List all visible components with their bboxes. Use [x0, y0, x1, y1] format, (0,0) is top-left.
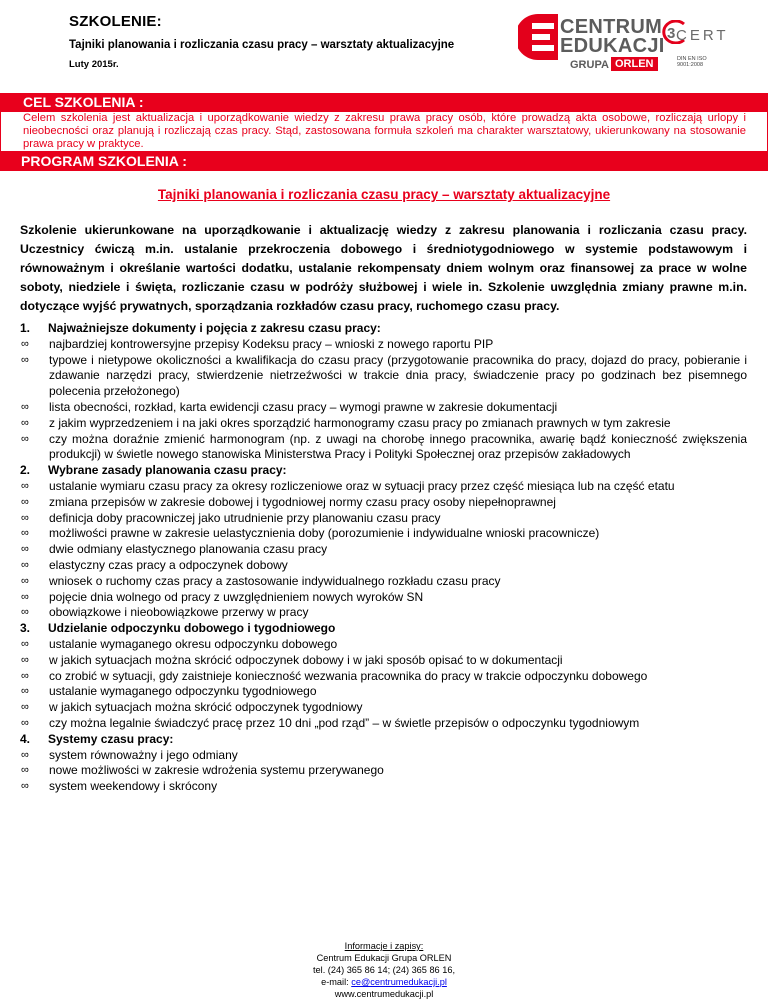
section-heading — [20, 321, 747, 337]
list-item — [20, 511, 747, 527]
infinity-bullet-icon: ∞ — [21, 337, 29, 350]
section-number: 1. — [20, 321, 31, 335]
cel-heading-band — [0, 93, 768, 112]
list-item-text: nowe możliwości w zakresie wdrożenia systemu przerywanego — [49, 763, 384, 778]
list-item-text: z jakim wyprzedzeniem i na jaki okres sporządzić harmonogramy czasu pracy po zmianach prawnych w tym zakresie — [49, 415, 671, 430]
logo-orlen: ORLEN — [611, 57, 658, 71]
cert-iso-label: DIN EN ISO 9001:2008 — [677, 56, 707, 68]
infinity-bullet-icon: ∞ — [21, 748, 29, 761]
list-item-text: zmiana przepisów w zakresie dobowej i tygodniowej normy czasu pracy osoby niepełnoprawnej — [49, 494, 556, 509]
section-heading — [20, 621, 747, 637]
section-title: Udzielanie odpoczynku dobowego i tygodniowego — [48, 621, 336, 636]
intro-paragraph: Szkolenie ukierunkowane na uporządkowanie i aktualizację wiedzy z zakresu planowania i rozliczania czasu pracy. Uczestnicy ćwiczą m.in. ustalanie przekroczenia dobowego i średniotygodniowego w systemie podstawowym i równoważnym i określanie wartości dodatku, ustalanie rekompensaty dniem wolnym oraz finansowej za prace w wolne soboty, niedziele i święta, rozliczanie czasu w podróży służbowej i wiele in. Szkolenie uwzględnia zmiany prawne m.in. dotyczące wyjść prywatnych, sporządzania rozkładów czasu pracy, ruchomego czasu pracy. — [20, 223, 747, 313]
infinity-bullet-icon: ∞ — [21, 511, 29, 524]
list-item-text: obowiązkowe i nieobowiązkowe przerwy w pracy — [49, 605, 309, 620]
logo-e-mark-icon — [518, 14, 558, 60]
logo-line1: CENTRUM — [560, 16, 663, 38]
logo-line2: EDUKACJI — [560, 35, 665, 57]
program-title — [0, 186, 768, 204]
list-item — [20, 669, 747, 685]
list-item-text: czy można legalnie świadczyć pracę przez 10 dni „pod rząd” – w świetle przepisów o odpoczynku tygodniowym — [49, 715, 640, 730]
list-item — [20, 763, 747, 779]
infinity-bullet-icon: ∞ — [21, 653, 29, 666]
infinity-bullet-icon: ∞ — [21, 495, 29, 508]
infinity-bullet-icon: ∞ — [21, 416, 29, 429]
infinity-bullet-icon: ∞ — [21, 574, 29, 587]
list-item — [20, 779, 747, 795]
footer-contact — [0, 940, 768, 1000]
infinity-bullet-icon: ∞ — [21, 780, 29, 793]
footer-www: www.centrumedukacji.pl — [334, 989, 434, 999]
list-item-text: lista obecności, rozkład, karta ewidencji czasu pracy – wymogi prawne w zakresie dokumentacji — [49, 399, 558, 414]
list-item-text: wniosek o ruchomy czas pracy a zastosowanie indywidualnego rozkładu czasu pracy — [49, 573, 501, 588]
section-title: Wybrane zasady planowania czasu pracy: — [48, 463, 287, 478]
logo-grupa: GRUPA — [570, 59, 609, 71]
infinity-bullet-icon: ∞ — [21, 606, 29, 619]
email-link[interactable]: ce@centrumedukacji.pl — [351, 977, 447, 987]
section-number: 4. — [20, 731, 31, 746]
document-date: Luty 2015r. — [69, 59, 119, 70]
list-item-text: w jakich sytuacjach można skrócić odpoczynek dobowy i w jaki sposób opisać to w dokumentacji — [49, 652, 563, 667]
footer-org: Centrum Edukacji Grupa ORLEN — [316, 953, 452, 963]
list-item-text: ustalanie wymaganego okresu odpoczynku dobowego — [49, 636, 338, 651]
footer-email-label: e-mail: — [321, 977, 352, 987]
list-item-text: najbardziej kontrowersyjne przepisy Kodeksu pracy – wnioski z nowego raportu PIP — [49, 336, 494, 351]
list-item-text: typowe i nietypowe okoliczności a kwalifikacja do czasu pracy (przygotowanie pracownika do pracy, dojazd do pracy, pobieranie i zdawanie narzędzi pracy, stwierdzenie nietrzeźwości w trakcie dnia pracy, świadczenie pracy po godzinach bez pisemnego polecenia przełożonego) — [49, 352, 747, 399]
infinity-bullet-icon: ∞ — [21, 637, 29, 650]
infinity-bullet-icon: ∞ — [21, 764, 29, 777]
list-item-text: ustalanie wymaganego odpoczynku tygodniowego — [49, 684, 317, 699]
list-item — [20, 653, 747, 669]
list-item-text: pojęcie dnia wolnego od pracy z uwzględnieniem nowych wyroków SN — [49, 589, 424, 604]
document-title: SZKOLENIE: — [69, 13, 162, 30]
program-title-text: Tajniki planowania i rozliczania czasu pracy – warsztaty aktualizacyjne — [157, 187, 611, 202]
list-item-text: czy można doraźnie zmienić harmonogram (np. z uwagi na chorobę innego pracownika, awarię bądź konieczność zwiększenia produkcji) w świetle nowego stanowiska Ministerstwa Pracy i Polityki Społecznej oraz przepisów zakładowych — [49, 431, 747, 462]
footer-heading: Informacje i zapisy: — [344, 941, 424, 951]
list-item — [20, 526, 747, 542]
cel-text: Celem szkolenia jest aktualizacja i uporządkowanie wiedzy z zakresu prawa pracy osób, które prowadzą akta osobowe, rozliczają urlopy i nieobecności oraz planują i rozliczają czas pracy. Stąd, zastosowana formuła szkoleń ma charakter warsztatowy, ukierunkowany na stosowanie prawa pracy w praktyce. — [23, 112, 746, 150]
list-item — [20, 542, 747, 558]
cert-word: CERT — [676, 27, 729, 44]
section-number: 3. — [20, 621, 31, 636]
list-item — [20, 558, 747, 574]
list-item — [20, 337, 747, 353]
infinity-bullet-icon: ∞ — [21, 543, 29, 556]
infinity-bullet-icon: ∞ — [21, 400, 29, 413]
infinity-bullet-icon: ∞ — [21, 685, 29, 698]
cel-heading: CEL SZKOLENIA : — [23, 94, 144, 110]
list-item-text: system równoważny i jego odmiany — [49, 747, 238, 762]
list-item-text: definicja doby pracowniczej jako utrudnienie przy planowaniu czasu pracy — [49, 510, 441, 525]
infinity-bullet-icon: ∞ — [21, 669, 29, 682]
list-item — [20, 479, 747, 495]
cert-number: 3 — [667, 25, 676, 42]
infinity-bullet-icon: ∞ — [21, 432, 29, 445]
list-item — [20, 684, 747, 700]
list-item — [20, 574, 747, 590]
section-heading — [20, 732, 747, 748]
infinity-bullet-icon: ∞ — [21, 590, 29, 603]
list-item — [20, 637, 747, 653]
program-heading: PROGRAM SZKOLENIA : — [21, 153, 187, 169]
infinity-bullet-icon: ∞ — [21, 527, 29, 540]
list-item-text: w jakich sytuacjach można skrócić odpoczynek tygodniowy — [49, 700, 363, 715]
list-item — [20, 353, 747, 400]
list-item-text: możliwości prawne w zakresie uelastycznienia doby (porozumienie i indywidualne wnioski pracownicze) — [49, 526, 600, 541]
list-item — [20, 605, 747, 621]
centrum-edukacji-logo — [518, 14, 729, 76]
list-item — [20, 400, 747, 416]
list-item-text: dwie odmiany elastycznego planowania czasu pracy — [49, 542, 328, 557]
section-heading — [20, 463, 747, 479]
list-item — [20, 716, 747, 732]
infinity-bullet-icon: ∞ — [21, 716, 29, 729]
cel-box — [0, 112, 768, 151]
infinity-bullet-icon: ∞ — [21, 353, 29, 366]
infinity-bullet-icon: ∞ — [21, 479, 29, 492]
section-number: 2. — [20, 463, 31, 478]
infinity-bullet-icon: ∞ — [21, 558, 29, 571]
section-title: Najważniejsze dokumenty i pojęcia z zakresu czasu pracy: — [48, 321, 381, 335]
list-item — [20, 432, 747, 464]
list-item-text: elastyczny czas pracy a odpoczynek dobowy — [49, 557, 288, 572]
list-item — [20, 495, 747, 511]
list-item-text: ustalanie wymiaru czasu pracy za okresy rozliczeniowe oraz w sytuacji pracy przez część miesiąca lub na część etatu — [49, 478, 675, 493]
infinity-bullet-icon: ∞ — [21, 701, 29, 714]
section-title: Systemy czasu pracy: — [48, 731, 174, 746]
list-item — [20, 416, 747, 432]
list-item — [20, 590, 747, 606]
list-item — [20, 700, 747, 716]
footer-tel: tel. (24) 365 86 14; (24) 365 86 16, — [313, 965, 455, 975]
program-list — [20, 321, 747, 795]
list-item — [20, 748, 747, 764]
document-subtitle: Tajniki planowania i rozliczania czasu pracy – warsztaty aktualizacyjne — [69, 39, 455, 51]
list-item-text: co zrobić w sytuacji, gdy zaistnieje konieczność wezwania pracownika do pracy w trakcie odpoczynku dobowego — [49, 668, 648, 683]
program-heading-band — [0, 151, 768, 171]
footer-email-line — [0, 976, 768, 988]
list-item-text: system weekendowy i skrócony — [49, 779, 218, 794]
